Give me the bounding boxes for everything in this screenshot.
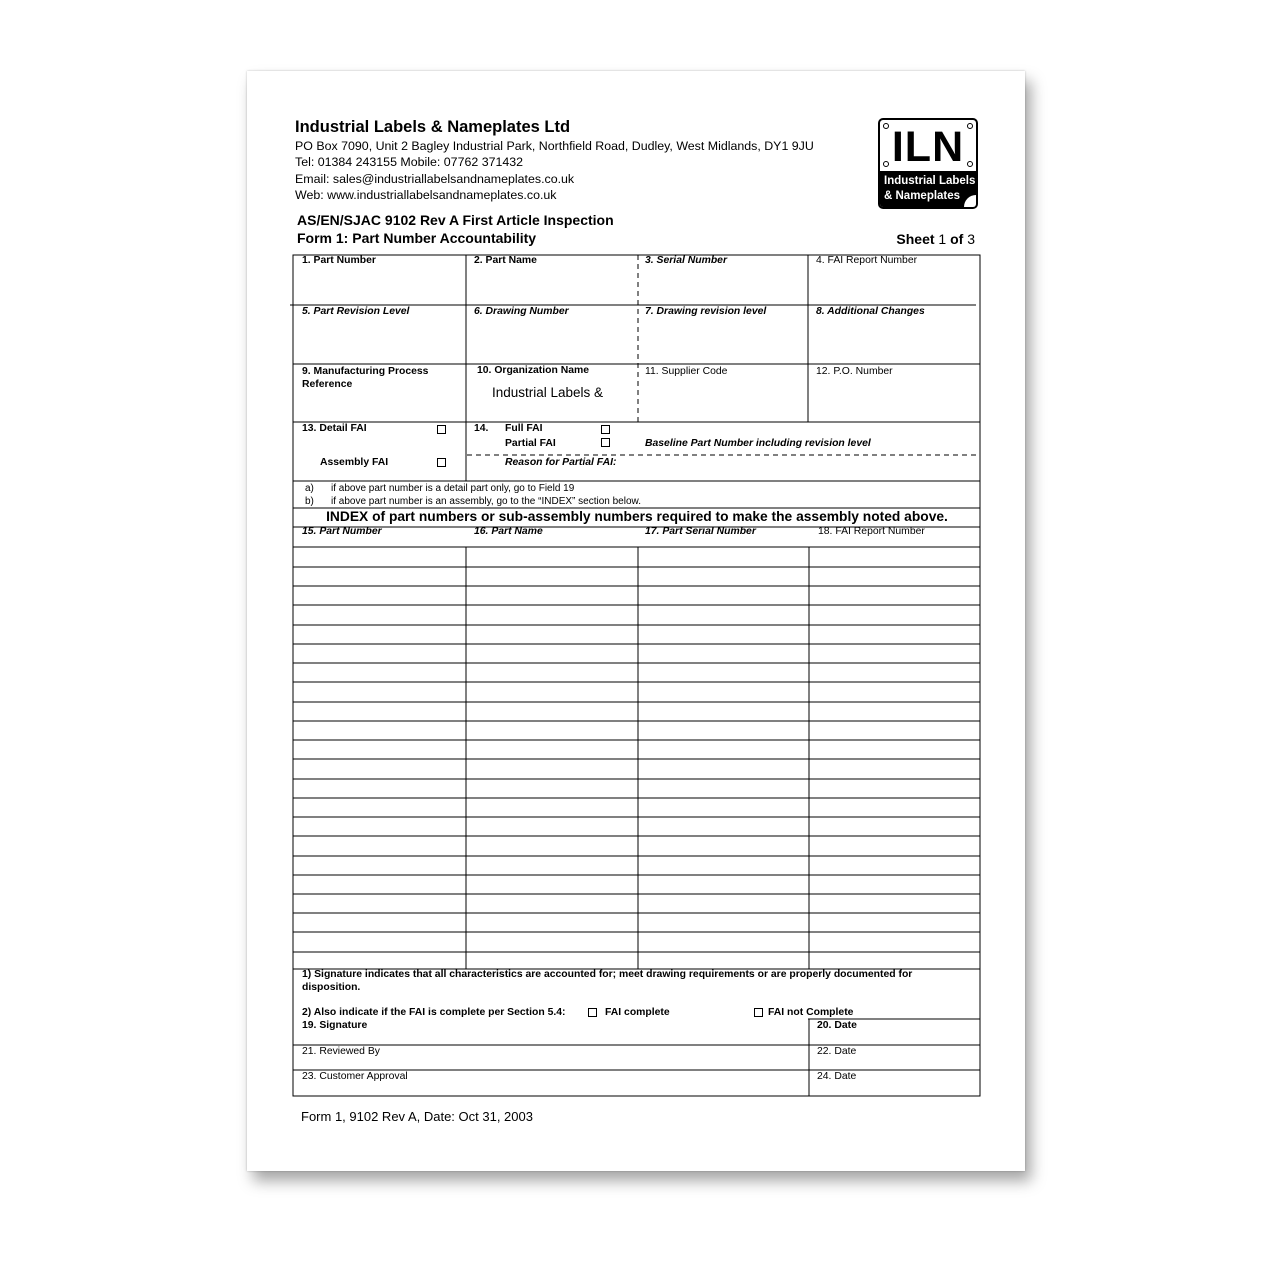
field-manufacturing-process: 9. Manufacturing Process (302, 366, 429, 377)
company-phones: Tel: 01384 243155 Mobile: 07762 371432 (295, 155, 524, 169)
field-detail-fai: 13. Detail FAI (302, 423, 367, 434)
form-title-standard: AS/EN/SJAC 9102 Rev A First Article Inspection (297, 212, 614, 228)
field-serial-number: 3. Serial Number (645, 255, 728, 266)
field-part-revision-level: 5. Part Revision Level (302, 306, 410, 317)
field-approval-date: 24. Date (817, 1071, 857, 1082)
field-fai-report-number: 4. FAI Report Number (816, 255, 918, 266)
field-14-number: 14. (474, 423, 489, 434)
sheet-current: 1 (938, 231, 947, 247)
field-part-name: 2. Part Name (474, 255, 537, 266)
detail-fai-checkbox[interactable] (437, 425, 446, 434)
company-address: PO Box 7090, Unit 2 Bagley Industrial Park, Northfield Road, Dudley, West Midlands, DY1 9JU (295, 139, 814, 153)
form-footer: Form 1, 9102 Rev A, Date: Oct 31, 2003 (301, 1109, 533, 1124)
field-po-number: 12. P.O. Number (816, 366, 893, 377)
field-signature-date: 20. Date (817, 1020, 857, 1031)
form-page (247, 71, 1025, 1171)
organization-name-value: Industrial Labels & (492, 385, 604, 400)
company-name: Industrial Labels & Nameplates Ltd (295, 118, 571, 136)
logo-line-1: Industrial Labels (884, 175, 976, 187)
signature-note-2: 2) Also indicate if the FAI is complete per Section 5.4: (302, 1007, 566, 1018)
signature-note-1: 1) Signature indicates that all characteristics are accounted for; meet drawing requirements or are properly documented for (302, 969, 913, 980)
field-reason-partial-fai: Reason for Partial FAI: (505, 457, 617, 468)
note-a: if above part number is a detail part only, go to Field 19 (331, 483, 575, 494)
form-grid-lines (247, 71, 1025, 1171)
partial-fai-checkbox[interactable] (601, 438, 610, 447)
full-fai-checkbox[interactable] (601, 425, 610, 434)
signature-note-1-cont: disposition. (302, 982, 361, 993)
fai-complete-checkbox[interactable] (588, 1008, 597, 1017)
field-baseline-part-number: Baseline Part Number including revision level (645, 438, 871, 449)
note-a-key: a) (305, 483, 314, 494)
index-header-part-name: 16. Part Name (474, 526, 543, 537)
fai-not-complete-label: FAI not Complete (768, 1007, 854, 1018)
logo-line-2: & Nameplates (884, 190, 961, 202)
index-title: INDEX of part numbers or sub-assembly numbers required to make the assembly noted above. (326, 509, 948, 524)
sheet-total: 3 (967, 231, 975, 247)
field-organization-name: 10. Organization Name (477, 365, 590, 376)
note-b: if above part number is an assembly, go to the “INDEX” section below. (331, 496, 641, 507)
field-customer-approval: 23. Customer Approval (302, 1071, 408, 1082)
note-b-key: b) (305, 496, 314, 507)
field-supplier-code: 11. Supplier Code (645, 366, 728, 377)
company-email: Email: sales@industriallabelsandnameplates.co.uk (295, 172, 575, 186)
field-part-number: 1. Part Number (302, 255, 376, 266)
index-header-part-number: 15. Part Number (302, 526, 382, 537)
field-signature: 19. Signature (302, 1020, 368, 1031)
field-drawing-revision-level: 7. Drawing revision level (645, 306, 767, 317)
logo-letters: ILN (891, 123, 965, 171)
field-partial-fai: Partial FAI (505, 438, 556, 449)
sheet-word: Sheet (896, 231, 935, 247)
form-title-name: Form 1: Part Number Accountability (297, 230, 537, 246)
field-additional-changes: 8. Additional Changes (816, 306, 925, 317)
company-web: Web: www.industriallabelsandnameplates.co.uk (295, 188, 557, 202)
fai-complete-label: FAI complete (605, 1007, 670, 1018)
index-header-fai-report-number: 18. FAI Report Number (818, 526, 925, 537)
field-full-fai: Full FAI (505, 423, 543, 434)
field-drawing-number: 6. Drawing Number (474, 306, 569, 317)
index-header-part-serial-number: 17. Part Serial Number (645, 526, 756, 537)
assembly-fai-checkbox[interactable] (437, 458, 446, 467)
field-manufacturing-process-ref: Reference (302, 379, 353, 390)
field-reviewed-by: 21. Reviewed By (302, 1046, 380, 1057)
sheet-of: of (950, 231, 964, 247)
fai-not-complete-checkbox[interactable] (754, 1008, 763, 1017)
field-assembly-fai: Assembly FAI (320, 457, 389, 468)
field-reviewed-date: 22. Date (817, 1046, 857, 1057)
